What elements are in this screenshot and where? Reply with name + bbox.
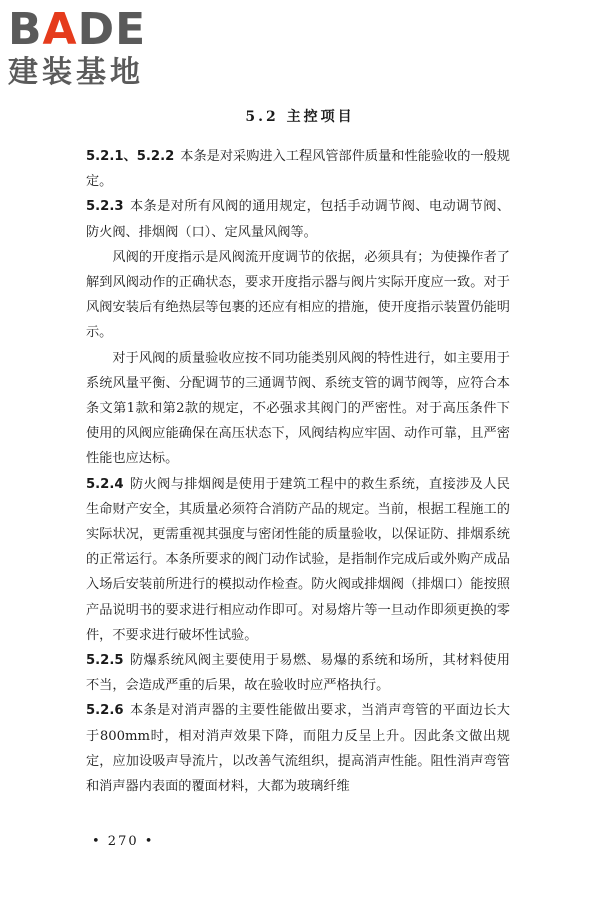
paragraph-text: 防火阀与排烟阀是使用于建筑工程中的救生系统，直接涉及人民生命财产安全，其质量必须符合消防产品的规定。当前，根据工程施工的实际状况，更需重视其强度与密闭性能的质量验收，以保证防、排烟系统的正常运行。本条所要求的阀门动作试验，是指制作完成后或外购产成品入场后安装前所进行的模拟动作检查。防火阀或排烟阀（排烟口）能按照产品说明书的要求进行相应动作即可。对易熔片等一旦动作即须更换的零件，不要求进行破坏性试验。 <box>86 476 510 643</box>
clause-number: 5.2.5 <box>86 653 124 669</box>
section-heading: 5.2 主控项目 <box>245 109 355 125</box>
logo-letter-a-accent: A <box>42 4 78 55</box>
paragraph-text: 本条是对消声器的主要性能做出要求，当消声弯管的平面边长大于800mm时，相对消声效果下降，而阻力反呈上升。因此条文做出规定，应加设吸声导流片，以改善气流组织，提高消声性能。阻性消声弯管和消声器内表面的覆面材料，大都为玻璃纤维 <box>86 703 510 795</box>
paragraph-5-2-6 <box>86 698 510 799</box>
clause-number: 5.2.6 <box>86 703 124 719</box>
paragraph-valve-indicator: 风阀的开度指示是风阀流开度调节的依据，必须具有；为使操作者了解到风阀动作的正确状态，要求开度指示器与阀片实际开度应一致。对于风阀安装后有绝热层等包裹的还应有相应的措施，使开度指示装置仍能明示。 <box>86 249 510 341</box>
page-number: • 270 • <box>92 834 155 849</box>
clause-number: 5.2.1、5.2.2 <box>86 149 175 164</box>
paragraph-valve-acceptance: 对于风阀的质量验收应按不同功能类别风阀的特性进行，如主要用于系统风量平衡、分配调节的三通调节阀、系统支管的调节阀等，应符合本条文第1款和第2款的规定，不必强求其阀门的严密性。对于高压条件下使用的风阀应能确保在高压状态下，风阀结构应牢固、动作可靠，且严密性能也应达标。 <box>86 350 510 467</box>
logo-wordmark <box>8 6 178 54</box>
logo-subtitle: 建装基地 <box>8 55 144 90</box>
clause-number: 5.2.4 <box>86 476 124 492</box>
paragraph-text: 本条是对采购进入工程风管部件质量和性能验收的一般规定。 <box>86 149 510 190</box>
paragraph-5-2-4 <box>86 472 510 648</box>
body-text <box>86 144 510 799</box>
paragraph-5-2-3 <box>86 194 510 244</box>
logo-letter-b: B <box>8 4 43 55</box>
paragraph-text: 本条是对所有风阀的通用规定，包括手动调节阀、电动调节阀、防火阀、排烟阀（口）、定风量风阀等。 <box>86 199 510 240</box>
paragraph-5-2-1 <box>86 144 510 194</box>
clause-number: 5.2.3 <box>86 199 124 215</box>
bade-logo <box>8 6 178 90</box>
paragraph-5-2-5 <box>86 648 510 698</box>
logo-letters-de: DE <box>77 4 147 55</box>
paragraph-text: 防爆系统风阀主要使用于易燃、易爆的系统和场所，其材料使用不当，会造成严重的后果，故在验收时应严格执行。 <box>86 653 510 694</box>
